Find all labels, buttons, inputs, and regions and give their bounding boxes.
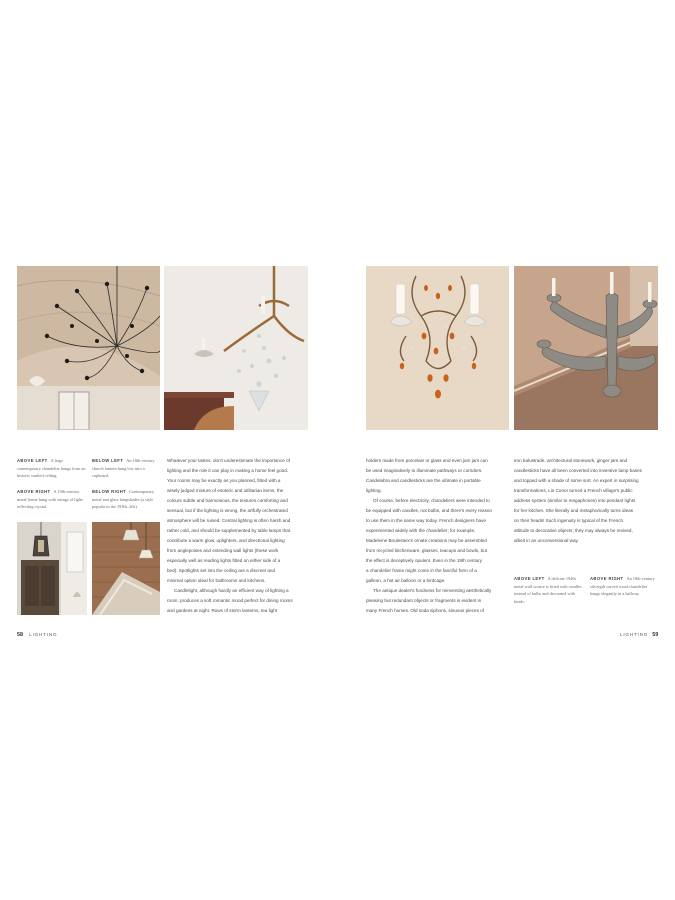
body-text-line: Candelabra and candlesticks are the ultimate in portable (366, 478, 481, 483)
body-text-line: candlesticks have all been converted into inventive lamp bases (514, 468, 642, 473)
body-text-line: sensual, but if the lighting is wrong, the artfully orchestrated (167, 508, 288, 513)
body-text-line: Candlelight, although hardly an efficient way of lighting a (174, 588, 289, 593)
photo-church-lantern (17, 522, 87, 615)
body-text-line: on their heads! Such ingenuity is typical of the French (514, 518, 624, 523)
body-text-line: wisely judged mixture of esoteric and utilitarian items, the (167, 488, 284, 493)
right-page-folio (620, 632, 658, 638)
body-text-line: especially well as reading lights fitted on either side of a (167, 558, 281, 563)
caption-above-right (17, 488, 87, 511)
body-text-line: rather cold, and should be supplemented by table lamps that (167, 528, 291, 533)
photo-silvergilt-chandelier (514, 266, 658, 430)
body-text-line: many French homes. Old soda siphons, sinuous pieces of (366, 608, 484, 613)
photo-contemporary-chandelier (17, 266, 160, 430)
body-text-line: The antique dealer's fondness for reinventing aesthetically (373, 588, 492, 593)
caption-above-left-right-page (514, 575, 584, 605)
left-page-body-text (167, 456, 312, 616)
body-text-line: bed). Spotlights set into the ceiling are a discreet and (167, 568, 276, 573)
caption-text: Contemporary metal and glass lampshades (a style popular in the 1930s–40s). (92, 489, 155, 510)
body-text-line: colours subtle and harmonious, the textures comforting and (167, 498, 288, 503)
running-head: LIGHTING (620, 632, 649, 637)
body-text-line: a chandelier frame might come in the fanciful form of a (366, 568, 477, 573)
caption-below-right (92, 488, 160, 511)
caption-label: ABOVE LEFT (514, 576, 545, 581)
body-text-line: attitude to decorative objects; they may always be revived, (514, 528, 633, 533)
body-text-line: Of course, before electricity, chandeliers were intended to (373, 498, 490, 503)
body-text-line: be used imaginatively to illuminate pathways or corridors. (366, 468, 483, 473)
body-text-line: albeit in an unconventional way. (514, 538, 579, 543)
body-text-line: contribute a warm glow, uplighters, and directional lighting (167, 538, 285, 543)
body-text-line: Your rooms may be exactly as you planned, fitted with a (167, 478, 281, 483)
caption-text: A large contemporary chandelier hangs from an historic vaulted ceiling. (17, 458, 86, 479)
photo-wall-sconce (366, 266, 509, 430)
caption-text: A delicate 1940s metal wall sconce is fitted with candles instead of bulbs and decorated with beads. (514, 576, 582, 604)
body-text-line: experimented widely with the chandelier; for example, (366, 528, 476, 533)
page-number: 58 (17, 632, 23, 638)
body-text-line: be equipped with candles, not bulbs, and there's every reason (366, 508, 493, 513)
body-text-line: holders made from porcelain or glass and even jam jars can (366, 458, 488, 463)
body-text-line: Madeleine Boulesteix's ornate creations may be assembled (366, 538, 487, 543)
caption-label: ABOVE LEFT (17, 458, 48, 463)
body-text-line: and topped with a shade of some sort. An expert in surprising (514, 478, 639, 483)
left-page-folio (17, 632, 57, 638)
body-text-line: address system (similar to megaphones) into pendant lights (514, 498, 636, 503)
body-text-line: Whatever your tastes, don't underestimate the importance of (167, 458, 290, 463)
caption-text: A 19th-century metal frame hung with strings of light-reflecting crystal. (17, 489, 84, 510)
photo-lampshades-staircase (92, 522, 160, 615)
body-text-line: atmosphere will be ruined. Central lighting is often harsh and (167, 518, 291, 523)
photo-crystal-chandelier (164, 266, 308, 430)
right-page-body-column-1 (366, 456, 511, 616)
body-text-line: iron balustrade, architectural stonework, ginger jars and (514, 458, 628, 463)
caption-label: ABOVE RIGHT (590, 576, 624, 581)
body-text-line: the effect is deceptively opulent. Even in the 19th century (366, 558, 483, 563)
body-text-line: transformations, Lin Conor turned a French village's public (514, 488, 633, 493)
body-text-line: room, produces a soft romantic mood perfect for dining rooms (167, 598, 293, 603)
body-text-line: minimal option ideal for bathrooms and kitchens. (167, 578, 266, 583)
caption-text: An 18th-century church lantern hung low into a cupboard. (92, 458, 155, 479)
right-page-body-column-2 (514, 456, 659, 546)
caption-text: An 18th-century silvergilt carved wood chandelier hangs elegantly in a hallway. (590, 576, 655, 597)
body-text-line: pleasing but redundant objects or fragments is evident in (366, 598, 482, 603)
caption-label: BELOW RIGHT (92, 489, 127, 494)
body-text-line: to use them in the same way today. French designers have (366, 518, 486, 523)
caption-label: ABOVE RIGHT (17, 489, 51, 494)
running-head: LIGHTING (29, 632, 58, 637)
body-text-line: galleon, a hot air balloon or a birdcage. (366, 578, 446, 583)
body-text-line: lighting and the role it can play in making a home feel good. (167, 468, 289, 473)
caption-below-left (92, 457, 160, 480)
caption-above-left (17, 457, 87, 480)
body-text-line: for her kitchen. She literally and metaphorically turns ideas (514, 508, 633, 513)
caption-above-right-right-page (590, 575, 658, 598)
body-text-line: lighting. (366, 488, 382, 493)
page-number: 59 (652, 632, 659, 638)
body-text-line: from anglepoises and extending wall lights (these work (167, 548, 279, 553)
body-text-line: from recycled kitchenware, glasses, teacups and bowls, but (366, 548, 488, 553)
caption-label: BELOW LEFT (92, 458, 124, 463)
body-text-line: and gardens at night. Rows of storm lanterns, tea light (167, 608, 278, 613)
